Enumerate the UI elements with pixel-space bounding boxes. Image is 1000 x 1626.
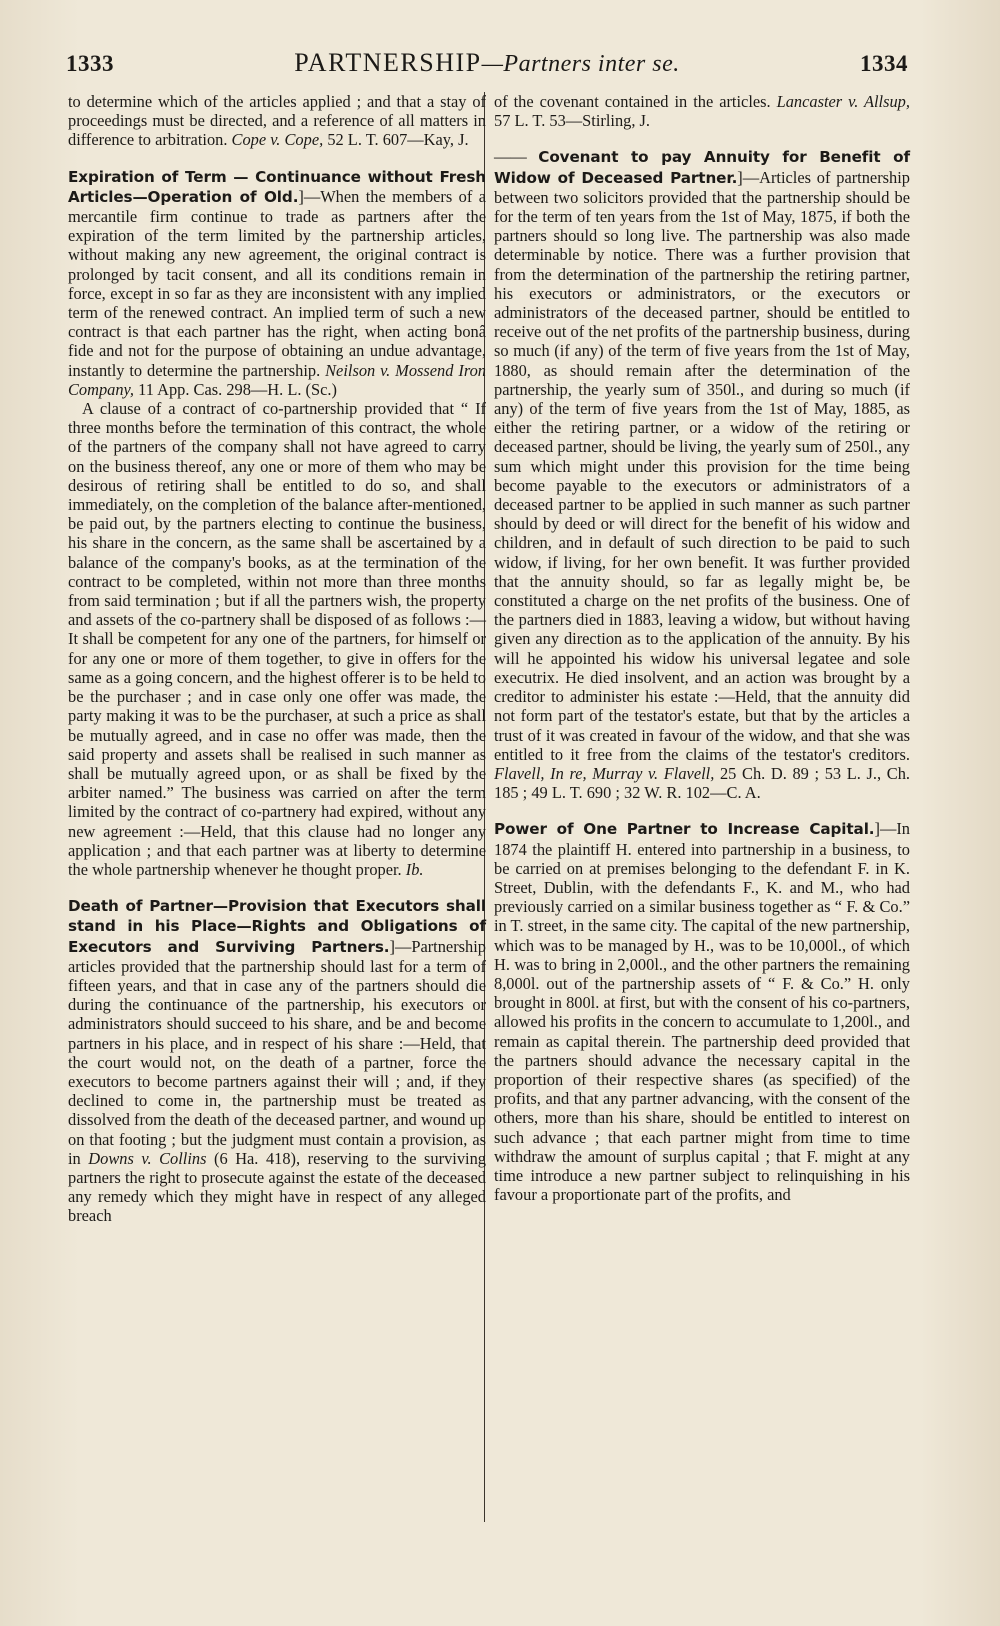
running-title: [294, 48, 680, 78]
page-number-right: 1334: [859, 51, 908, 76]
paragraph: [68, 896, 486, 1225]
case-citation: Neilson v. Mossend Iron Company,: [68, 360, 486, 399]
page-number-left: 1333: [66, 51, 114, 76]
paragraph-text: ]—Articles of partnership between two solicitors provided that the partnership should be for the term of ten years from the 1st of May, 1875, if both the partners should so long live. The partnership was also made determinable by notice. There was a further provision that from the determination of the partnership the retiring partner, his executors or administrators, or the executors or administrators of the deceased partner, should be entitled to receive out of the net profits of the partnership business, during so much (if any) of the term of five years from the 1st of May, 1880, as should remain after the determination of the partnership, the yearly sum of 350l., and during so much (if any) of the term of five years from the 1st of May, 1885, as either the retiring partner, or a widow of the retiring or deceased partner, should be living, the yearly sum of 250l., any sum which might under this provision for the time being become payable to the executors or administrators of a deceased partner to be applied in such manner as such partner should by deed or will direct for the benefit of his widow and children, and in default of such direction to be paid to such widow, if living, for her own benefit. It was further provided that the annuity should, so far as legally might be, be constituted a charge on the net profits of the business. One of the partners died in 1883, leaving a widow, but without having given any direction as to the application of the annuity. By his will he appointed his widow his universal legatee and sole executrix. He died insolvent, and an action was brought by a creditor to administer his estate :—Held, that the annuity did not form part of the testator's estate, but that by the articles a trust of it was created in favour of the widow, and that she was entitled to it free from the claims of the testator's creditors.: [494, 167, 910, 764]
paragraph-text: ]—In 1874 the plaintiff H. entered into partnership in a business, to be carried on at premises belonging to the defendant F. in K. Street, Dublin, with the defendants F., K. and M., who had previously carried on a similar business together as “ F. & Co.” in T. street, in the same city. The capital of the new partnership, which was to be managed by H., was to be 10,000l., of which H. was to bring in 2,000l., and the other partners the remaining 8,000l. out of the partnership assets of “ F. & Co.” H. only brought in 800l. at first, but with the consent of his co-partners, allowed his profits in the concern to accumulate to 1,200l., and remain as capital therein. The partnership deed provided that the partners should advance the necessary capital in the proportion of their respective shares (as specified) of the profits, and that any partner advancing, with the consent of the others, more than his share, should be entitled to interest on such advance ; that each partner might from time to time withdraw the amount of surplus capital ; that F. might at any time introduce a new partner subject to relinquishing in his favour a proportionate part of the profits, and: [494, 819, 910, 1205]
citation-reference: 52 L. T. 607—Kay, J.: [327, 130, 469, 150]
case-citation: Flavell, In re, Murray v. Flavell,: [494, 763, 715, 783]
paragraph-text: (6 Ha. 418), reserving to the surviving partners the right to prosecute against the estate of the deceased any remedy which they might have in respect of any alleged breach: [68, 1148, 486, 1226]
paragraph: [68, 92, 486, 150]
paragraph-text: ]—When the members of a mercantile firm continue to trade as partners after the expiration of the term limited by the partnership articles, without making any new agreement, the original contract is prolonged by tacit consent, and all its conditions remain in force, except in so far as they are inconsistent with any implied term of the renewed contract. An implied term of such a new contract is that each partner has the right, when acting bonâ fide and not for the purpose of obtaining an undue advantage, instantly to determine the partnership.: [68, 186, 486, 380]
paragraph: [68, 167, 486, 399]
heading-dash: ——: [494, 147, 527, 167]
citation-reference: 25 Ch. D. 89 ; 53 L. J., Ch. 185 ; 49 L. T. 690 ; 32 W. R. 102—C. A.: [494, 763, 910, 803]
section-heading: Death of Partner—Provision that Executors shall stand in his Place—Rights and Obligations of Executors and Surviving Partners.: [68, 897, 486, 956]
paragraph: [68, 399, 486, 879]
paragraph-text: ]—Partnership articles provided that the partnership should last for a term of fifteen years, and that in case any of the partners should die during the continuance of the partnership, his executors or administrators should succeed to his share, and be and become partners in his place, and in respect of his share :—Held, that the court would not, on the death of a partner, force the executors to become partners against their will ; and, if they declined to come in, the partnership must be treated as dissolved from the death of the deceased partner, and wound up on that footing ; but the judgment must contain a provision, as in: [68, 936, 486, 1168]
paragraph: [494, 92, 910, 130]
running-header: [66, 48, 908, 84]
case-citation: Cope v. Cope,: [231, 130, 324, 150]
paragraph: [494, 819, 910, 1204]
section-heading: Expiration of Term — Continuance without Fresh Articles—Operation of Old.: [68, 167, 486, 206]
case-citation: Downs v. Collins: [88, 1148, 207, 1168]
left-column: [68, 92, 486, 1226]
paragraph-text: A clause of a contract of co-partnership provided that “ If three months before the termination of this contract, the whole of the partners of the company shall not have agreed to carry on the business thereof, any one or more of them who may be desirous of retiring shall be entitled to do so, and shall immediately, on the completion of the balance after-mentioned, be paid out, by the partners electing to continue the business, his share in the concern, as the same shall be ascertained by a balance of the company's books, as at the termination of the contract to be completed, within not more than three months from said termination ; but if all the partners wish, the property and assets of the co-partnery shall be disposed of as follows :—It shall be competent for any one of the partners, for himself or for any one or more of them together, to give in offers for the same as a going concern, and the highest offerer is to be held to be the purchaser ; and in case only one offer was made, the party making it was to be the purchaser, at such a price as shall be mutually agreed, and in case no offer was made, then the said property and assets shall be realised in such manner as shall be mutually agreed upon, or as shall be fixed by the arbiter named.” The business was carried on after the term limited by the contract of co-partnery had expired, without any new agreement :—Held, that this clause had no longer any application ; and that each partner was at liberty to determine the whole partnership whenever he thought proper.: [68, 399, 486, 879]
citation-reference: 11 App. Cas. 298—H. L. (Sc.): [138, 379, 337, 399]
running-title-main: PARTNERSHIP: [294, 48, 482, 77]
paragraph-text: to determine which of the articles applied ; and that a stay of proceedings must be directed, and a reference of all matters in difference to arbitration.: [68, 92, 486, 150]
paragraph-text: of the covenant contained in the articles.: [494, 92, 771, 111]
case-citation: Ib.: [405, 859, 424, 879]
right-column: [494, 92, 910, 1204]
paragraph: [494, 147, 910, 802]
case-citation: Lancaster v. Allsup,: [776, 92, 910, 111]
section-heading: Covenant to pay Annuity for Benefit of Widow of Deceased Partner.: [494, 148, 910, 187]
citation-reference: 57 L. T. 53—Stirling, J.: [494, 111, 651, 131]
running-title-sub: —Partners inter se.: [481, 51, 680, 77]
section-heading: Power of One Partner to Increase Capital.: [494, 820, 875, 839]
